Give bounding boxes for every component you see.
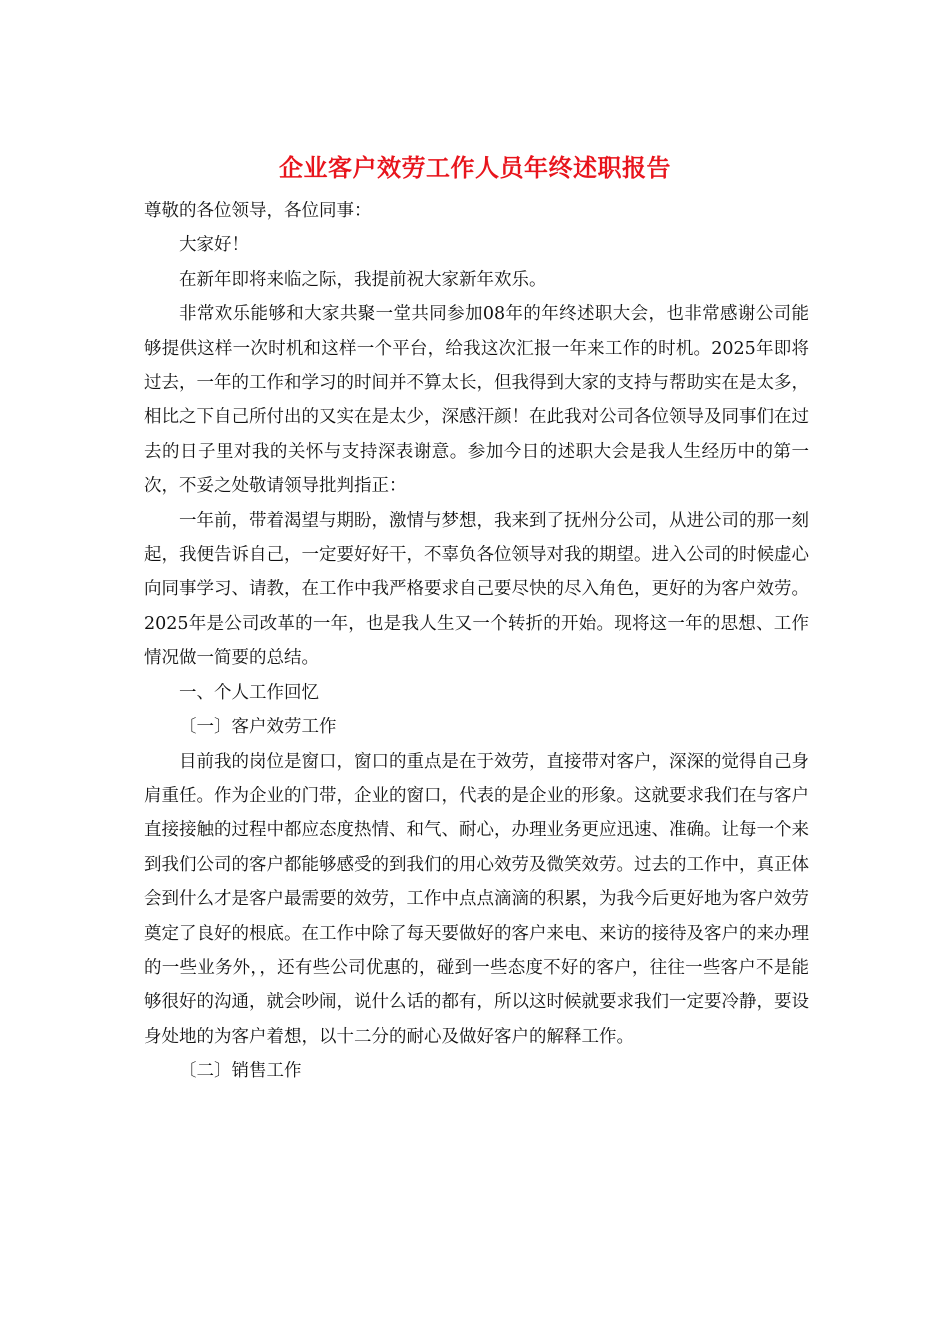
paragraph: 〔二〕销售工作 xyxy=(179,1061,302,1082)
paragraph: 一年前，带着渴望与期盼，激情与梦想，我来到了抚州分公司，从进公司的那一刻起，我便告诉自己，一定要好好干，不辜负各位领导对我的期望。进入公司的时候虚心向同事学习、请教，在工作中我严格要求自己要尽快的尽入角色，更好的为客户效劳。2025年是公司改革的一年，也是我人生又一个转折的开始。现将这一年的思想、工作情况做一简要的总结。 xyxy=(144,510,809,669)
paragraph: 目前我的岗位是窗口，窗口的重点是在于效劳，直接带对客户，深深的觉得自己身肩重任。作为企业的门带，企业的窗口，代表的是企业的形象。这就要求我们在与客户直接接触的过程中都应态度热情、和气、耐心，办理业务更应迅速、准确。让每一个来到我们公司的客户都能够感受的到我们的用心效劳及微笑效劳。过去的工作中，真正体会到什么才是客户最需要的效劳，工作中点点滴滴的积累，为我今后更好地为客户效劳奠定了良好的根底。在工作中除了每天要做好的客户来电、来访的接待及客户的来办理的一些业务外，，还有些公司优惠的，碰到一些态度不好的客户，往往一些客户不是能够很好的沟通，就会吵闹，说什么话的都有，所以这时候就要求我们一定要冷静，要设身处地的为客户着想，以十二分的耐心及做好客户的解释工作。 xyxy=(144,751,809,1047)
paragraph: 在新年即将来临之际，我提前祝大家新年欢乐。 xyxy=(179,269,547,290)
paragraph: 大家好！ xyxy=(179,235,249,256)
paragraph: 非常欢乐能够和大家共聚一堂共同参加08年的年终述职大会，也非常感谢公司能够提供这样一次时机和这样一个平台，给我这次汇报一年来工作的时机。2025年即将过去，一年的工作和学习的时间并不算太长，但我得到大家的支持与帮助实在是太多，相比之下自己所付出的又实在是太少，深感汗颜！在此我对公司各位领导及同事们在过去的日子里对我的关怀与支持深表谢意。参加今日的述职大会是我人生经历中的第一次，不妥之处敬请领导批判指正： xyxy=(144,304,809,497)
paragraph: 尊敬的各位领导，各位同事： xyxy=(144,201,372,221)
paragraph: 一、个人工作回忆 xyxy=(179,682,319,703)
document-body xyxy=(144,194,809,1089)
document-title: 企业客户效劳工作人员年终述职报告 xyxy=(279,153,671,182)
paragraph: 〔一〕客户效劳工作 xyxy=(179,717,337,738)
